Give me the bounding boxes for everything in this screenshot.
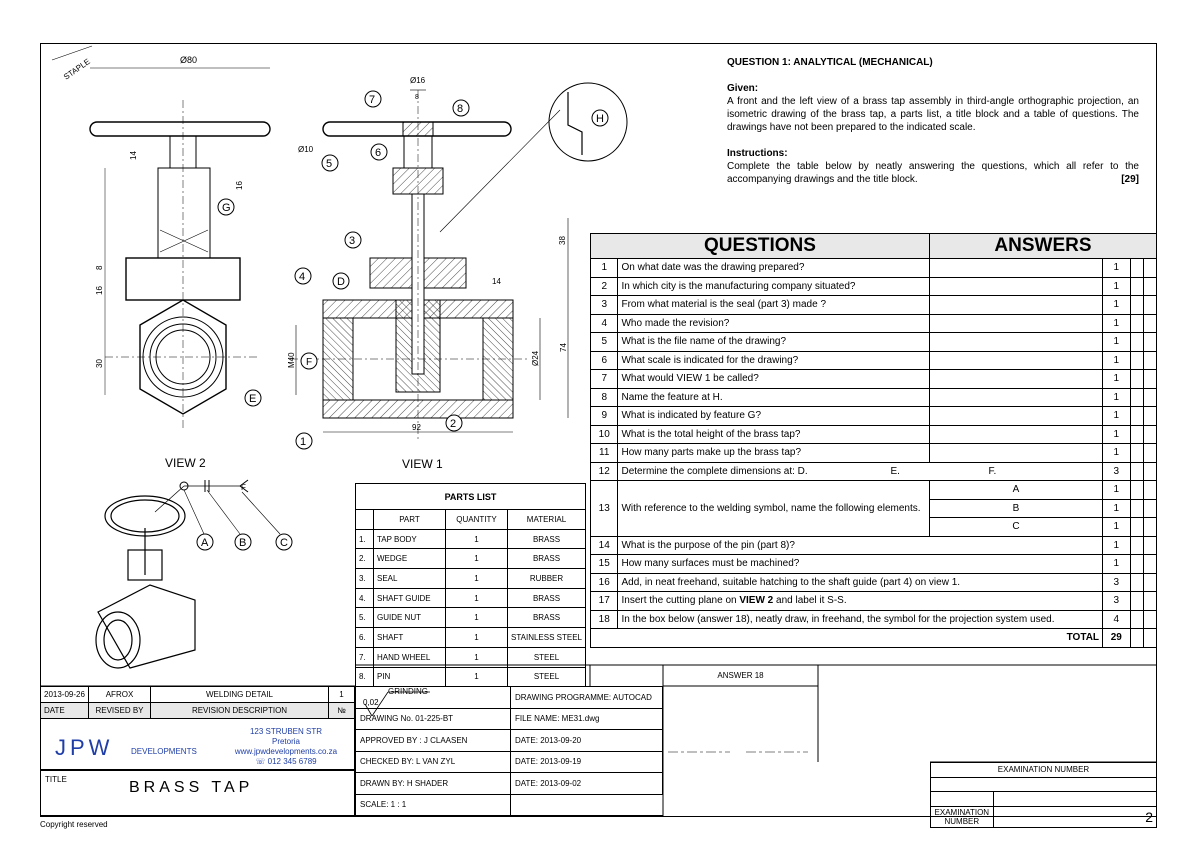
svg-text:C: C xyxy=(280,537,288,549)
table-row: 10 What is the total height of the brass tap? 1 xyxy=(591,425,1157,444)
answer-cell[interactable] xyxy=(1143,610,1156,629)
callout-7 xyxy=(365,91,381,107)
table-row: 4 Who made the revision? 1 xyxy=(591,314,1157,333)
answer-cell[interactable] xyxy=(1130,462,1143,481)
svg-text:0,02: 0,02 xyxy=(363,698,379,707)
svg-text:8: 8 xyxy=(457,103,464,115)
answer-cell[interactable] xyxy=(1143,518,1156,537)
answer-cell[interactable] xyxy=(1130,444,1143,463)
svg-text:Ø16: Ø16 xyxy=(410,76,426,85)
answer-cell[interactable] xyxy=(929,314,1102,333)
answer-cell[interactable] xyxy=(1143,388,1156,407)
parts-row: 4. SHAFT GUIDE 1 BRASS xyxy=(356,588,586,608)
svg-text:5: 5 xyxy=(326,158,333,170)
answer-cell[interactable] xyxy=(1143,370,1156,389)
instructions-text: Complete the table below by neatly answering the questions, which all refer to the accompanying drawings and the title block. [29] xyxy=(727,161,1139,185)
table-row: 6 What scale is indicated for the drawing? 1 xyxy=(591,351,1157,370)
parts-row: 5. GUIDE NUT 1 BRASS xyxy=(356,608,586,628)
callout-5 xyxy=(322,155,338,171)
table-row: 14 What is the purpose of the pin (part 8)? 1 xyxy=(591,536,1157,555)
table-row: 9 What is indicated by feature G? 1 xyxy=(591,407,1157,426)
answer-cell[interactable] xyxy=(1143,536,1156,555)
instructions-label: Instructions: xyxy=(727,148,788,159)
exam-number-field[interactable] xyxy=(931,777,1157,792)
svg-text:GRINDING: GRINDING xyxy=(388,687,428,696)
svg-text:3: 3 xyxy=(349,235,356,247)
callout-6 xyxy=(371,144,387,160)
answer-cell[interactable] xyxy=(1143,555,1156,574)
svg-text:F: F xyxy=(306,357,313,368)
svg-text:8: 8 xyxy=(95,265,104,270)
answer-cell[interactable] xyxy=(929,333,1102,352)
answer-cell[interactable] xyxy=(1143,481,1156,500)
svg-text:14: 14 xyxy=(129,151,138,160)
isometric-view xyxy=(96,496,195,668)
answer-cell[interactable] xyxy=(1130,407,1143,426)
title-block: TITLE BRASS TAP xyxy=(40,770,355,816)
svg-text:STAPLE: STAPLE xyxy=(61,57,92,82)
svg-text:92: 92 xyxy=(412,423,421,432)
view-2-label: VIEW 2 xyxy=(165,456,206,470)
svg-text:1: 1 xyxy=(300,436,307,448)
svg-text:2: 2 xyxy=(450,418,457,430)
svg-text:16: 16 xyxy=(95,286,104,295)
company-block xyxy=(40,718,355,770)
answer-cell[interactable] xyxy=(1143,592,1156,611)
svg-text:B: B xyxy=(239,537,247,549)
callout-g xyxy=(218,199,234,215)
exam-number-field[interactable] xyxy=(931,792,994,807)
answer-cell[interactable] xyxy=(1143,314,1156,333)
svg-text:Ø80: Ø80 xyxy=(180,55,198,65)
table-row: 18 In the box below (answer 18), neatly draw, in freehand, the symbol for the projection system used. 4 xyxy=(591,610,1157,629)
svg-text:8: 8 xyxy=(415,94,419,101)
table-row: 8 Name the feature at H. 1 xyxy=(591,388,1157,407)
total-row: TOTAL 29 xyxy=(591,629,1157,648)
answer-cell[interactable] xyxy=(929,296,1102,315)
given-label: Given: xyxy=(727,83,759,94)
answer-cell[interactable] xyxy=(1130,499,1143,518)
table-row: 12 Determine the complete dimensions at: D. E. F. 3 xyxy=(591,462,1157,481)
answer-cell[interactable] xyxy=(1130,592,1143,611)
answer-cell[interactable] xyxy=(1130,259,1143,278)
table-row: 1 On what date was the drawing prepared? 1 xyxy=(591,259,1157,278)
parts-list: PARTS LIST PART QUANTITY MATERIAL 1. TAP BODY 1 BRASS 2. WEDGE 1 BRASS 3. SEAL 1 RUBBER 4. SHAFT GUIDE 1 BRASS 5. GUIDE NUT 1 BRASS 6. SHAFT 1 STAINLESS STEEL 7. HAND WHEEL 1 STEEL 8. PIN 1 STEEL xyxy=(355,483,586,687)
svg-text:G: G xyxy=(222,202,231,214)
parts-row: 7. HAND WHEEL 1 STEEL xyxy=(356,647,586,667)
given-text: A front and the left view of a brass tap assembly in third-angle orthographic projection, an isometric drawing of the brass tap, a parts list, a title block and a table of questions. The drawings have not been prepared to the indicated scale. xyxy=(727,96,1139,133)
answer-cell[interactable] xyxy=(1130,296,1143,315)
answer-cell[interactable] xyxy=(1143,407,1156,426)
svg-text:30: 30 xyxy=(95,359,104,368)
callout-3 xyxy=(345,232,361,248)
answer-cell[interactable] xyxy=(929,388,1102,407)
answer-cell[interactable] xyxy=(1130,555,1143,574)
answer-cell[interactable] xyxy=(1130,370,1143,389)
answer-cell[interactable] xyxy=(1143,277,1156,296)
svg-text:A: A xyxy=(201,537,209,549)
answer-18-label: ANSWER 18 xyxy=(717,671,764,680)
table-row: 13 With reference to the welding symbol, name the following elements. A 1 xyxy=(591,481,1157,500)
company-address: 123 STRUBEN STR Pretoria www.jpwdevelopments.co.za ☏ 012 345 6789 xyxy=(234,727,338,766)
svg-text:14: 14 xyxy=(492,277,501,286)
answer-cell[interactable] xyxy=(1143,499,1156,518)
drawing-info-table: DRAWING PROGRAMME: AUTOCAD DRAWING No. 01-225-BT FILE NAME: ME31.dwg APPROVED BY : J CLAASEN DATE: 2013-09-20 CHECKED BY: L VAN ZYL DATE: 2013-09-19 DRAWN BY: H SHADER DATE: 2013-09-02 SCALE: 1 : 1 xyxy=(355,686,663,816)
callout-e xyxy=(245,390,261,406)
svg-text:D: D xyxy=(337,276,345,288)
parts-row: 2. WEDGE 1 BRASS xyxy=(356,549,586,569)
answer-cell[interactable] xyxy=(929,259,1102,278)
company-name: DEVELOPMENTS xyxy=(131,747,197,756)
answer-cell[interactable] xyxy=(1143,333,1156,352)
answer-cell[interactable] xyxy=(1130,536,1143,555)
answer-cell[interactable] xyxy=(929,407,1102,426)
answer-cell[interactable] xyxy=(1130,388,1143,407)
svg-text:Ø24: Ø24 xyxy=(531,350,540,366)
svg-text:7: 7 xyxy=(369,94,376,106)
answer-cell[interactable] xyxy=(1130,629,1143,648)
svg-text:16: 16 xyxy=(235,181,244,190)
parts-row: 3. SEAL 1 RUBBER xyxy=(356,569,586,589)
view-1-front-view xyxy=(290,90,568,440)
staple-label xyxy=(52,46,92,82)
answer-cell[interactable] xyxy=(1130,573,1143,592)
answer-cell[interactable] xyxy=(1130,481,1143,500)
copyright: Copyright reserved xyxy=(40,820,108,829)
answer-cell[interactable] xyxy=(1143,425,1156,444)
questions-header: QUESTIONS xyxy=(591,234,930,259)
callout-a xyxy=(197,534,213,550)
answer-cell[interactable] xyxy=(1143,259,1156,278)
answer-cell[interactable] xyxy=(1130,333,1143,352)
company-logo: JPW xyxy=(55,735,114,760)
question-text xyxy=(727,56,1139,186)
svg-text:74: 74 xyxy=(559,343,568,352)
table-row: 7 What would VIEW 1 be called? 1 xyxy=(591,370,1157,389)
answer-cell[interactable] xyxy=(929,444,1102,463)
svg-text:6: 6 xyxy=(375,147,382,159)
questions-table xyxy=(590,233,1157,648)
page-number: 2 xyxy=(993,806,1156,827)
view-2-left-view xyxy=(90,68,270,430)
answer-cell[interactable] xyxy=(1143,351,1156,370)
answer-cell[interactable] xyxy=(1130,351,1143,370)
table-row: B 1 xyxy=(591,499,1157,518)
answer-cell[interactable] xyxy=(1143,462,1156,481)
answer-cell[interactable] xyxy=(1130,425,1143,444)
callout-1 xyxy=(296,433,312,449)
callout-8 xyxy=(453,100,469,116)
callout-2 xyxy=(446,415,462,431)
exam-number-table: EXAMINATION NUMBER EXAMINATION NUMBER 2 xyxy=(930,762,1157,828)
table-row: 3 From what material is the seal (part 3) made ? 1 xyxy=(591,296,1157,315)
table-row: 15 How many surfaces must be machined? 1 xyxy=(591,555,1157,574)
answer-cell[interactable] xyxy=(1143,444,1156,463)
callout-4 xyxy=(295,268,311,284)
answer-cell[interactable] xyxy=(1130,277,1143,296)
answer-cell[interactable] xyxy=(929,370,1102,389)
svg-text:4: 4 xyxy=(299,271,306,283)
svg-text:M40: M40 xyxy=(287,352,296,368)
question-title: QUESTION 1: ANALYTICAL (MECHANICAL) xyxy=(727,57,933,68)
svg-text:H: H xyxy=(596,113,604,125)
table-row: 16 Add, in neat freehand, suitable hatching to the shaft guide (part 4) on view 1. 3 xyxy=(591,573,1157,592)
svg-text:F: F xyxy=(241,483,246,492)
table-row: 11 How many parts make up the brass tap? 1 xyxy=(591,444,1157,463)
callout-c xyxy=(276,534,292,550)
answers-header: ANSWERS xyxy=(929,234,1156,259)
answer-cell[interactable] xyxy=(1143,629,1156,648)
parts-row: 6. SHAFT 1 STAINLESS STEEL xyxy=(356,628,586,648)
answer-cell[interactable] xyxy=(1130,610,1143,629)
table-row: C 1 xyxy=(591,518,1157,537)
answer-cell[interactable] xyxy=(929,277,1102,296)
revision-table: 2013-09-26 AFROX WELDING DETAIL 1 DATE REVISED BY REVISION DESCRIPTION № xyxy=(40,686,355,719)
callout-b xyxy=(235,534,251,550)
answer-cell[interactable] xyxy=(1143,296,1156,315)
view-1-label: VIEW 1 xyxy=(402,457,443,471)
svg-text:Ø10: Ø10 xyxy=(298,145,314,154)
exam-number-field[interactable] xyxy=(993,792,1156,807)
answer-cell[interactable] xyxy=(1130,518,1143,537)
table-row: 17 Insert the cutting plane on VIEW 2 and label it S-S. 3 xyxy=(591,592,1157,611)
table-row: 2 In which city is the manufacturing company situated? 1 xyxy=(591,277,1157,296)
phone-icon: ☏ xyxy=(255,757,266,766)
parts-row: 1. TAP BODY 1 BRASS xyxy=(356,529,586,549)
callout-d xyxy=(333,273,349,289)
answer-cell[interactable] xyxy=(929,351,1102,370)
callout-f xyxy=(301,353,317,369)
svg-text:E: E xyxy=(249,393,257,405)
answer-cell[interactable] xyxy=(1130,314,1143,333)
answer-cell[interactable] xyxy=(929,425,1102,444)
parts-row: 8. PIN 1 STEEL xyxy=(356,667,586,687)
drawing-title: BRASS TAP xyxy=(129,779,254,796)
table-row: 5 What is the file name of the drawing? 1 xyxy=(591,333,1157,352)
svg-text:38: 38 xyxy=(558,236,567,245)
parts-list-title: PARTS LIST xyxy=(356,484,586,510)
answer-cell[interactable] xyxy=(1143,573,1156,592)
